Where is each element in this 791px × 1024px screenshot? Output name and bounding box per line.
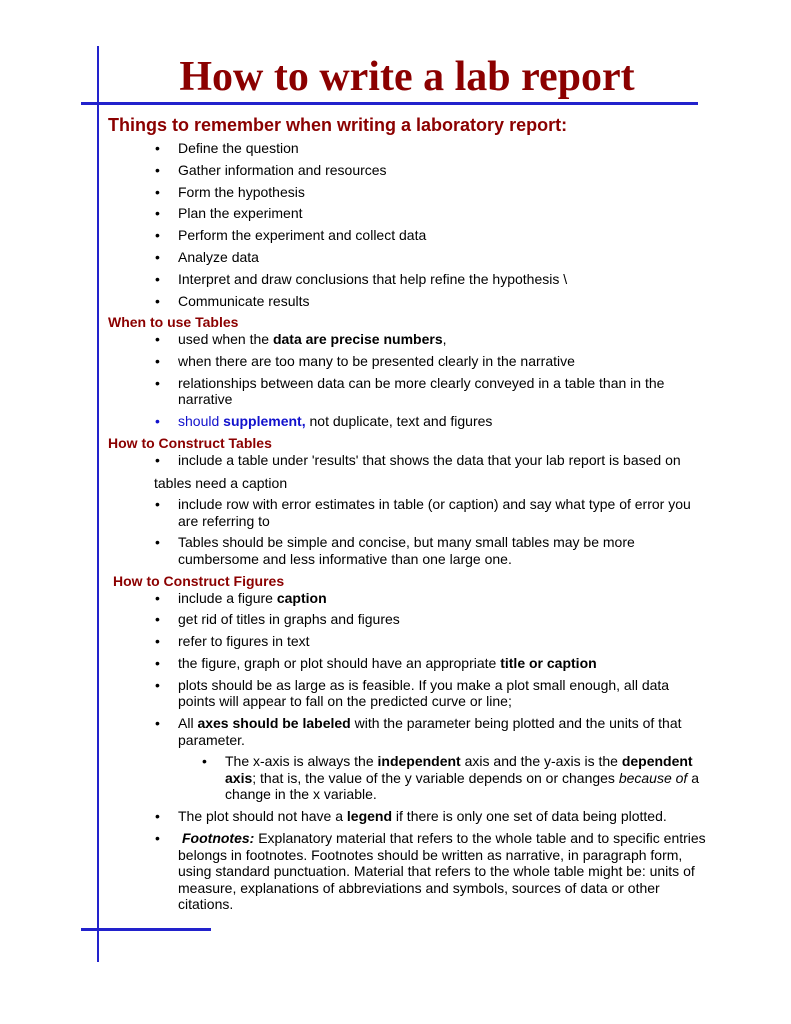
list-item: • Footnotes: Explanatory material that refers to the whole table and to specific entries belongs in footnotes. Footnotes should be written as narrative, in paragraph form, using standard punctuation. Material that refers to the whole table might be: units of measure, explanations of abbreviations and symbols, sources of data or other citations. [155, 830, 706, 913]
checklist [108, 140, 708, 309]
bullet-icon: • [155, 413, 160, 430]
plain-paragraph: tables need a caption [154, 474, 288, 491]
bullet-icon: • [155, 183, 160, 200]
list-item: • include row with error estimates in table (or caption) and say what type of error you are referring to [155, 496, 691, 529]
bullet-icon: • [155, 331, 160, 348]
list-item: • include a table under 'results' that shows the data that your lab report is based on [155, 452, 681, 469]
bullet-icon: • [155, 808, 160, 825]
list-item: • Perform the experiment and collect data [155, 227, 427, 244]
sub-list-item: • The x-axis is always the independent axis and the y-axis is the dependent axis; that is, the value of the y variable depends on or changes because of a change in the x variable. [202, 753, 700, 803]
subheading-construct-figures: How to Construct Figures [113, 572, 285, 589]
construct-tables-list-2 [108, 496, 708, 567]
list-item: • Interpret and draw conclusions that help refine the hypothesis \ [155, 270, 568, 287]
bullet-icon: • [155, 374, 160, 391]
bullet-icon: • [155, 353, 160, 370]
bullet-icon: • [155, 205, 160, 222]
list-item: • All axes should be labeled with the parameter being plotted and the units of that parameter. [155, 715, 682, 748]
footer-rule [81, 928, 211, 931]
bullet-icon: • [155, 534, 160, 551]
bullet-icon: • [155, 611, 160, 628]
list-item: • when there are too many to be presented clearly in the narrative [155, 353, 575, 370]
bullet-icon: • [155, 655, 160, 672]
document-body [108, 114, 708, 918]
bullet-icon: • [155, 633, 160, 650]
list-item: • The plot should not have a legend if there is only one set of data being plotted. [155, 808, 667, 825]
bullet-icon: • [155, 292, 160, 309]
list-item: • relationships between data can be more clearly conveyed in a table than in the narrative [155, 374, 665, 408]
margin-vertical-rule [97, 46, 99, 962]
list-item: • refer to figures in text [155, 633, 310, 650]
bullet-icon: • [155, 715, 160, 732]
construct-tables-list [108, 452, 708, 469]
list-item: • Define the question [155, 140, 299, 156]
bullet-icon: • [155, 830, 160, 847]
subheading-when-to-use-tables: When to use Tables [108, 314, 239, 331]
list-item: • Tables should be simple and concise, but many small tables may be more cumbersome and less informative than one large one. [155, 534, 635, 567]
subheading-construct-tables: How to Construct Tables [108, 435, 272, 452]
list-item: • include a figure caption [155, 589, 327, 606]
bullet-icon: • [155, 270, 160, 287]
list-item: • used when the data are precise numbers, [155, 331, 447, 348]
bullet-icon: • [155, 452, 160, 469]
title-underline-rule [81, 102, 698, 105]
list-item: • the figure, graph or plot should have an appropriate title or caption [155, 655, 597, 672]
bullet-icon: • [202, 753, 207, 770]
tables-list [108, 331, 708, 429]
list-item: • Communicate results [155, 292, 310, 309]
list-item: • Analyze data [155, 248, 259, 265]
figures-list [108, 590, 708, 913]
section-heading: Things to remember when writing a laboratory report: [108, 115, 568, 135]
list-item: • Gather information and resources [155, 161, 387, 178]
bullet-icon: • [155, 140, 160, 156]
list-item: • plots should be as large as is feasible. If you make a plot small enough, all data points will appear to fall on the predicted curve or line; [155, 676, 670, 710]
bullet-icon: • [155, 676, 160, 693]
list-item: • Form the hypothesis [155, 183, 305, 200]
bullet-icon: • [155, 161, 160, 178]
list-item: • Plan the experiment [155, 205, 303, 222]
bullet-icon: • [155, 589, 160, 606]
page-title: How to write a lab report [179, 54, 635, 100]
list-item: • get rid of titles in graphs and figures [155, 611, 400, 628]
bullet-icon: • [155, 496, 160, 513]
list-item: • should supplement, not duplicate, text and figures [155, 413, 493, 430]
bullet-icon: • [155, 248, 160, 265]
bullet-icon: • [155, 227, 160, 244]
